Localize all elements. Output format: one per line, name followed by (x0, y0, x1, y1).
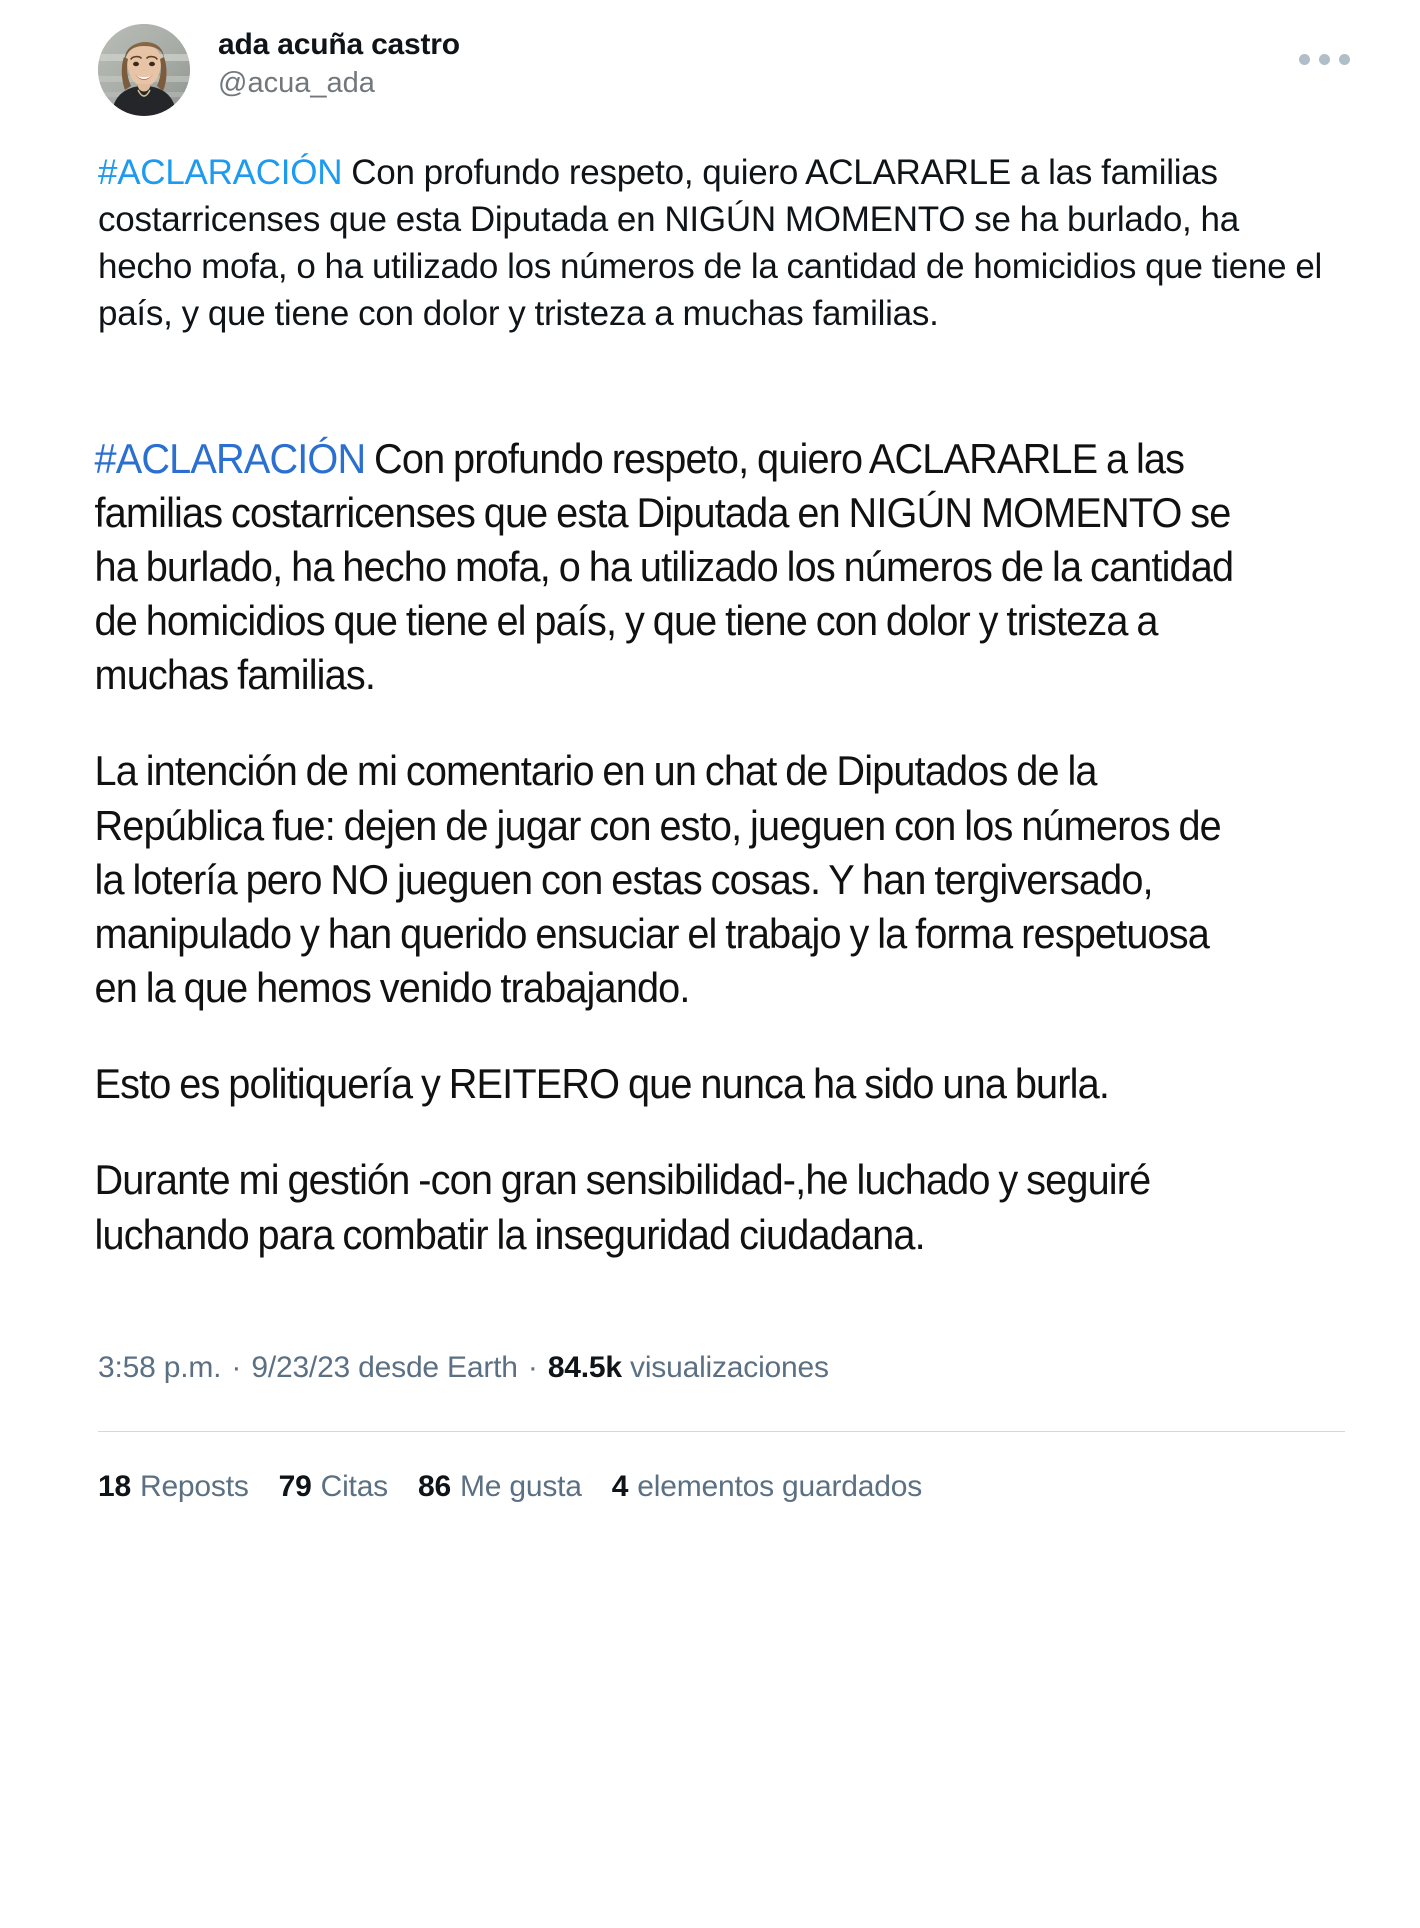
tweet-stats (0, 1432, 1420, 1504)
avatar[interactable] (98, 24, 190, 116)
stat-likes-label: Me gusta (459, 1469, 582, 1503)
ellipsis-horizontal-icon[interactable] (1291, 46, 1358, 73)
stat-bookmarks-count: 4 (611, 1469, 629, 1503)
tweet-text-body: Con profundo respeto, quiero ACLARARLE a las familias costarricenses que esta Diputada en NIGÚN MOMENTO se ha burlado, ha hecho mofa, o ha utilizado los números de la cantidad de homicidios que tiene el país, y que tiene con dolor y tristeza a muchas familias. (98, 153, 1323, 333)
tweet-time: 3:58 p.m. (98, 1350, 222, 1384)
handle[interactable]: @acua_ada (218, 67, 375, 100)
stat-bookmarks-label: elementos guardados (637, 1469, 923, 1503)
ellipsis-dot (1339, 54, 1350, 65)
meta-separator: · (519, 1350, 546, 1384)
stat-likes[interactable] (418, 1470, 582, 1504)
embedded-paragraph-1-text: Con profundo respeto, quiero ACLARARLE a las familias costarricenses que esta Diputada en NIGÚN MOMENTO se ha burlado, ha hecho mofa, o ha utilizado los números de la cantidad de homicidios que tiene el país, y que tiene con dolor y tristeza a muchas familias. (94, 434, 1234, 699)
stat-reposts-label: Reposts (139, 1469, 249, 1503)
views-label-space (622, 1351, 630, 1384)
display-name[interactable]: ada acuña castro (218, 28, 460, 61)
stat-reposts[interactable] (98, 1470, 249, 1504)
embedded-paragraph-3: Esto es politiquería y REITERO que nunca ha sido una burla. (94, 1060, 1110, 1108)
stat-reposts-count: 18 (98, 1469, 131, 1503)
meta-separator: · (223, 1350, 250, 1384)
tweet-meta (0, 1292, 1420, 1387)
tweet-text (0, 112, 1420, 338)
stat-citas[interactable] (279, 1470, 388, 1504)
ellipsis-dot (1299, 54, 1310, 65)
stat-citas-count: 79 (278, 1469, 312, 1503)
embedded-paragraph-4: Durante mi gestión -con gran sensibilidad-,he luchado y seguiré luchando para combatir la inseguridad ciudadana. (94, 1156, 1151, 1258)
tweet-header (0, 0, 1420, 112)
embedded-paragraph-2: La intención de mi comentario en un chat de Diputados de la República fue: dejen de jugar con esto, jueguen con los números de la lotería pero NO jueguen con estas cosas. Y han tergiversado, manipulado y han querido ensuciar el trabajo y la forma respetuosa en la que hemos venido trabajando. (94, 747, 1221, 1012)
ellipsis-dot (1319, 54, 1330, 65)
stat-citas-label: Citas (320, 1469, 388, 1503)
views-label: visualizaciones (630, 1350, 829, 1384)
embedded-paragraph-1 (95, 432, 1248, 703)
embedded-image[interactable] (0, 388, 1342, 1292)
stat-bookmarks[interactable] (612, 1470, 922, 1504)
tweet-date: 9/23/23 desde Earth (251, 1350, 518, 1384)
views-count: 84.5k (547, 1350, 622, 1384)
hashtag-link[interactable]: #ACLARACIÓN (98, 153, 343, 192)
account-identity (218, 22, 460, 103)
embedded-hashtag: #ACLARACIÓN (94, 434, 366, 482)
stat-likes-count: 86 (417, 1469, 451, 1503)
